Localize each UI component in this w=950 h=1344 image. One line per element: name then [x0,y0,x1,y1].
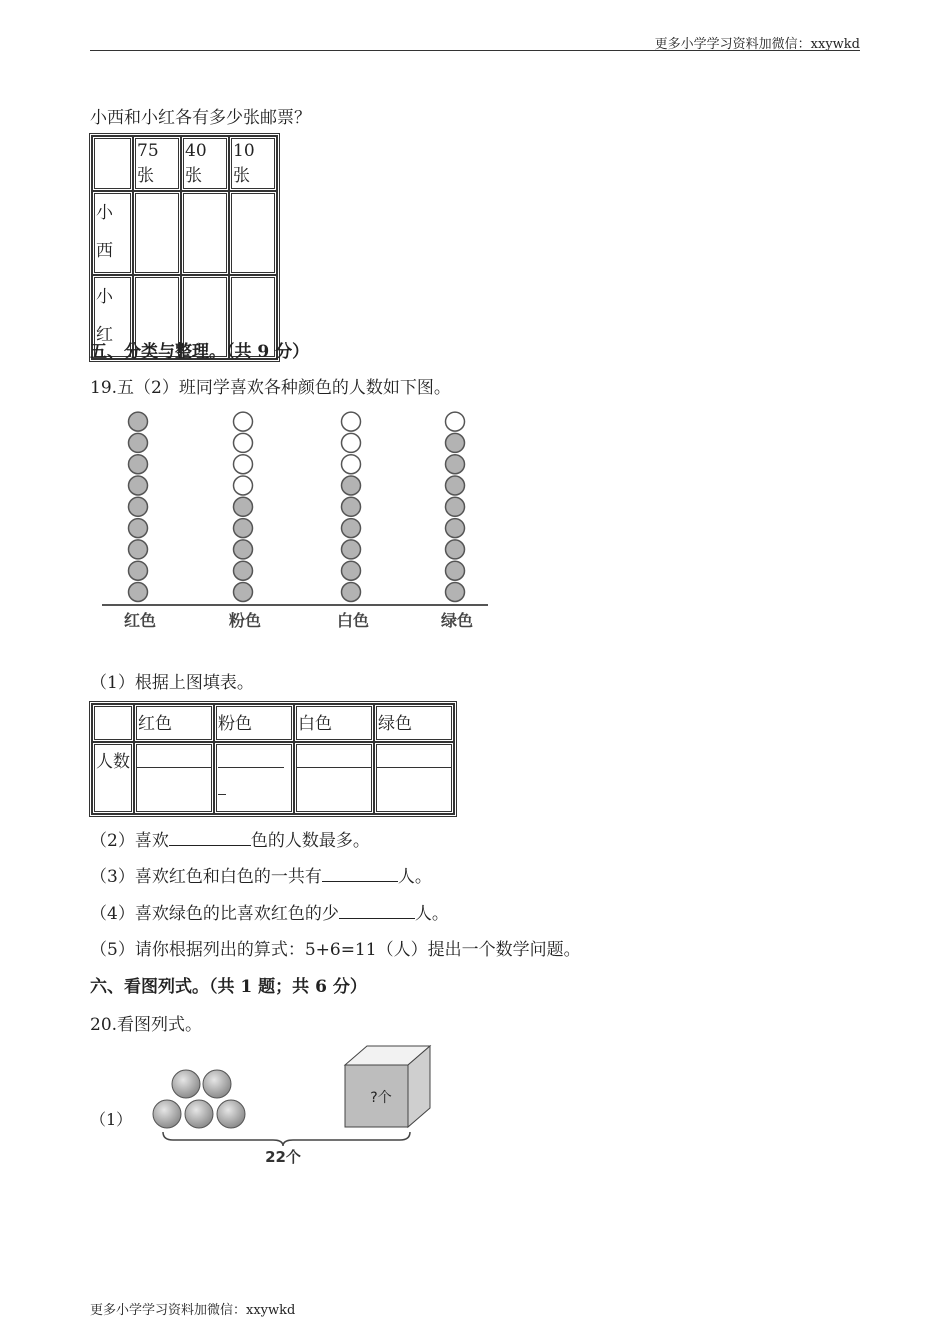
brace [163,1132,410,1146]
q20-figure [145,1040,445,1170]
bead-filled [129,561,148,580]
answer-blank[interactable] [339,917,415,919]
category-label: 绿色 [440,611,474,630]
bead-filled [129,433,148,452]
bead-filled [446,455,465,474]
cube-label: ?个 [370,1090,392,1106]
category-label: 粉色 [228,611,262,630]
stamps-col-header: 10 张 [229,136,277,191]
bead-filled [446,519,465,538]
q19-sub2: （2）喜欢 色的人数最多。 [90,831,370,851]
bead-filled [234,561,253,580]
header-divider [90,50,860,51]
stamps-row-label: 小红 [92,275,133,359]
q19-sub4: （4）喜欢绿色的比喜欢红色的少 人。 [90,904,449,924]
q20-sub1-label: （1） [90,1110,133,1129]
colors-table [89,701,457,817]
colors-col-header: 红色 [134,704,214,742]
bead-filled [342,583,361,602]
q20-stem: 20.看图列式。 [90,1015,203,1035]
bead-filled [342,476,361,495]
bead-empty [446,412,465,431]
stamps-col-header: 40 张 [181,136,229,191]
ball [153,1100,181,1128]
colors-row-label: 人数 [92,742,134,814]
stamps-question: 小西和小红各有多少张邮票？ [90,108,311,128]
stamps-answer-cell[interactable] [229,191,277,275]
bead-empty [342,433,361,452]
stamps-table [89,133,280,362]
ball [185,1100,213,1128]
bead-columns [129,412,465,601]
stamps-corner-cell [92,136,133,191]
bead-filled [129,583,148,602]
header-text: 更多小学学习资料加微信：xxywkd [654,37,860,52]
bead-filled [129,476,148,495]
bead-filled [129,412,148,431]
ball [217,1100,245,1128]
colors-answer-cell[interactable] [294,742,374,814]
bead-empty [234,433,253,452]
bead-filled [446,476,465,495]
colors-answer-cell[interactable] [214,742,294,814]
category-label: 红色 [123,611,157,630]
footer-text: 更多小学学习资料加微信：xxywkd [90,1303,296,1318]
bead-filled [342,497,361,516]
bead-filled [342,519,361,538]
bead-filled [342,561,361,580]
stamps-col-header: 75 张 [133,136,181,191]
bead-empty [234,476,253,495]
bead-filled [446,583,465,602]
bead-empty [234,412,253,431]
bead-filled [446,433,465,452]
bead-chart [90,405,500,635]
colors-answer-cell[interactable] [134,742,214,814]
q19-sub3: （3）喜欢红色和白色的一共有 人。 [90,867,432,887]
bead-filled [129,455,148,474]
colors-col-header: 白色 [294,704,374,742]
bead-empty [342,455,361,474]
stamps-answer-cell[interactable] [133,191,181,275]
ball [203,1070,231,1098]
q19-sub5: （5）请你根据列出的算式：5+6=11（人）提出一个数学问题。 [90,940,581,960]
category-label: 白色 [336,611,370,630]
stamps-row-label: 小西 [92,191,133,275]
section5-title: 五、分类与整理。（共 9 分） [90,342,310,362]
q19-stem: 19.五（2）班同学喜欢各种颜色的人数如下图。 [90,378,451,398]
bead-filled [234,540,253,559]
bead-filled [446,497,465,516]
bead-filled [129,497,148,516]
bead-filled [129,519,148,538]
ball [172,1070,200,1098]
bead-empty [342,412,361,431]
bead-filled [234,497,253,516]
colors-col-header: 粉色 [214,704,294,742]
section6-title: 六、看图列式。（共 1 题；共 6 分） [90,977,367,997]
cube [345,1046,430,1127]
answer-blank[interactable] [169,844,251,846]
bead-filled [446,540,465,559]
bead-filled [234,583,253,602]
bead-filled [342,540,361,559]
total-label: 22个 [265,1148,301,1166]
bead-filled [129,540,148,559]
q19-sub1: （1）根据上图填表。 [90,673,254,693]
bead-filled [446,561,465,580]
colors-answer-cell[interactable] [374,742,454,814]
answer-blank[interactable] [322,880,398,882]
colors-col-header: 绿色 [374,704,454,742]
bead-empty [234,455,253,474]
bead-filled [234,519,253,538]
stamps-answer-cell[interactable] [181,191,229,275]
colors-corner-cell [92,704,134,742]
